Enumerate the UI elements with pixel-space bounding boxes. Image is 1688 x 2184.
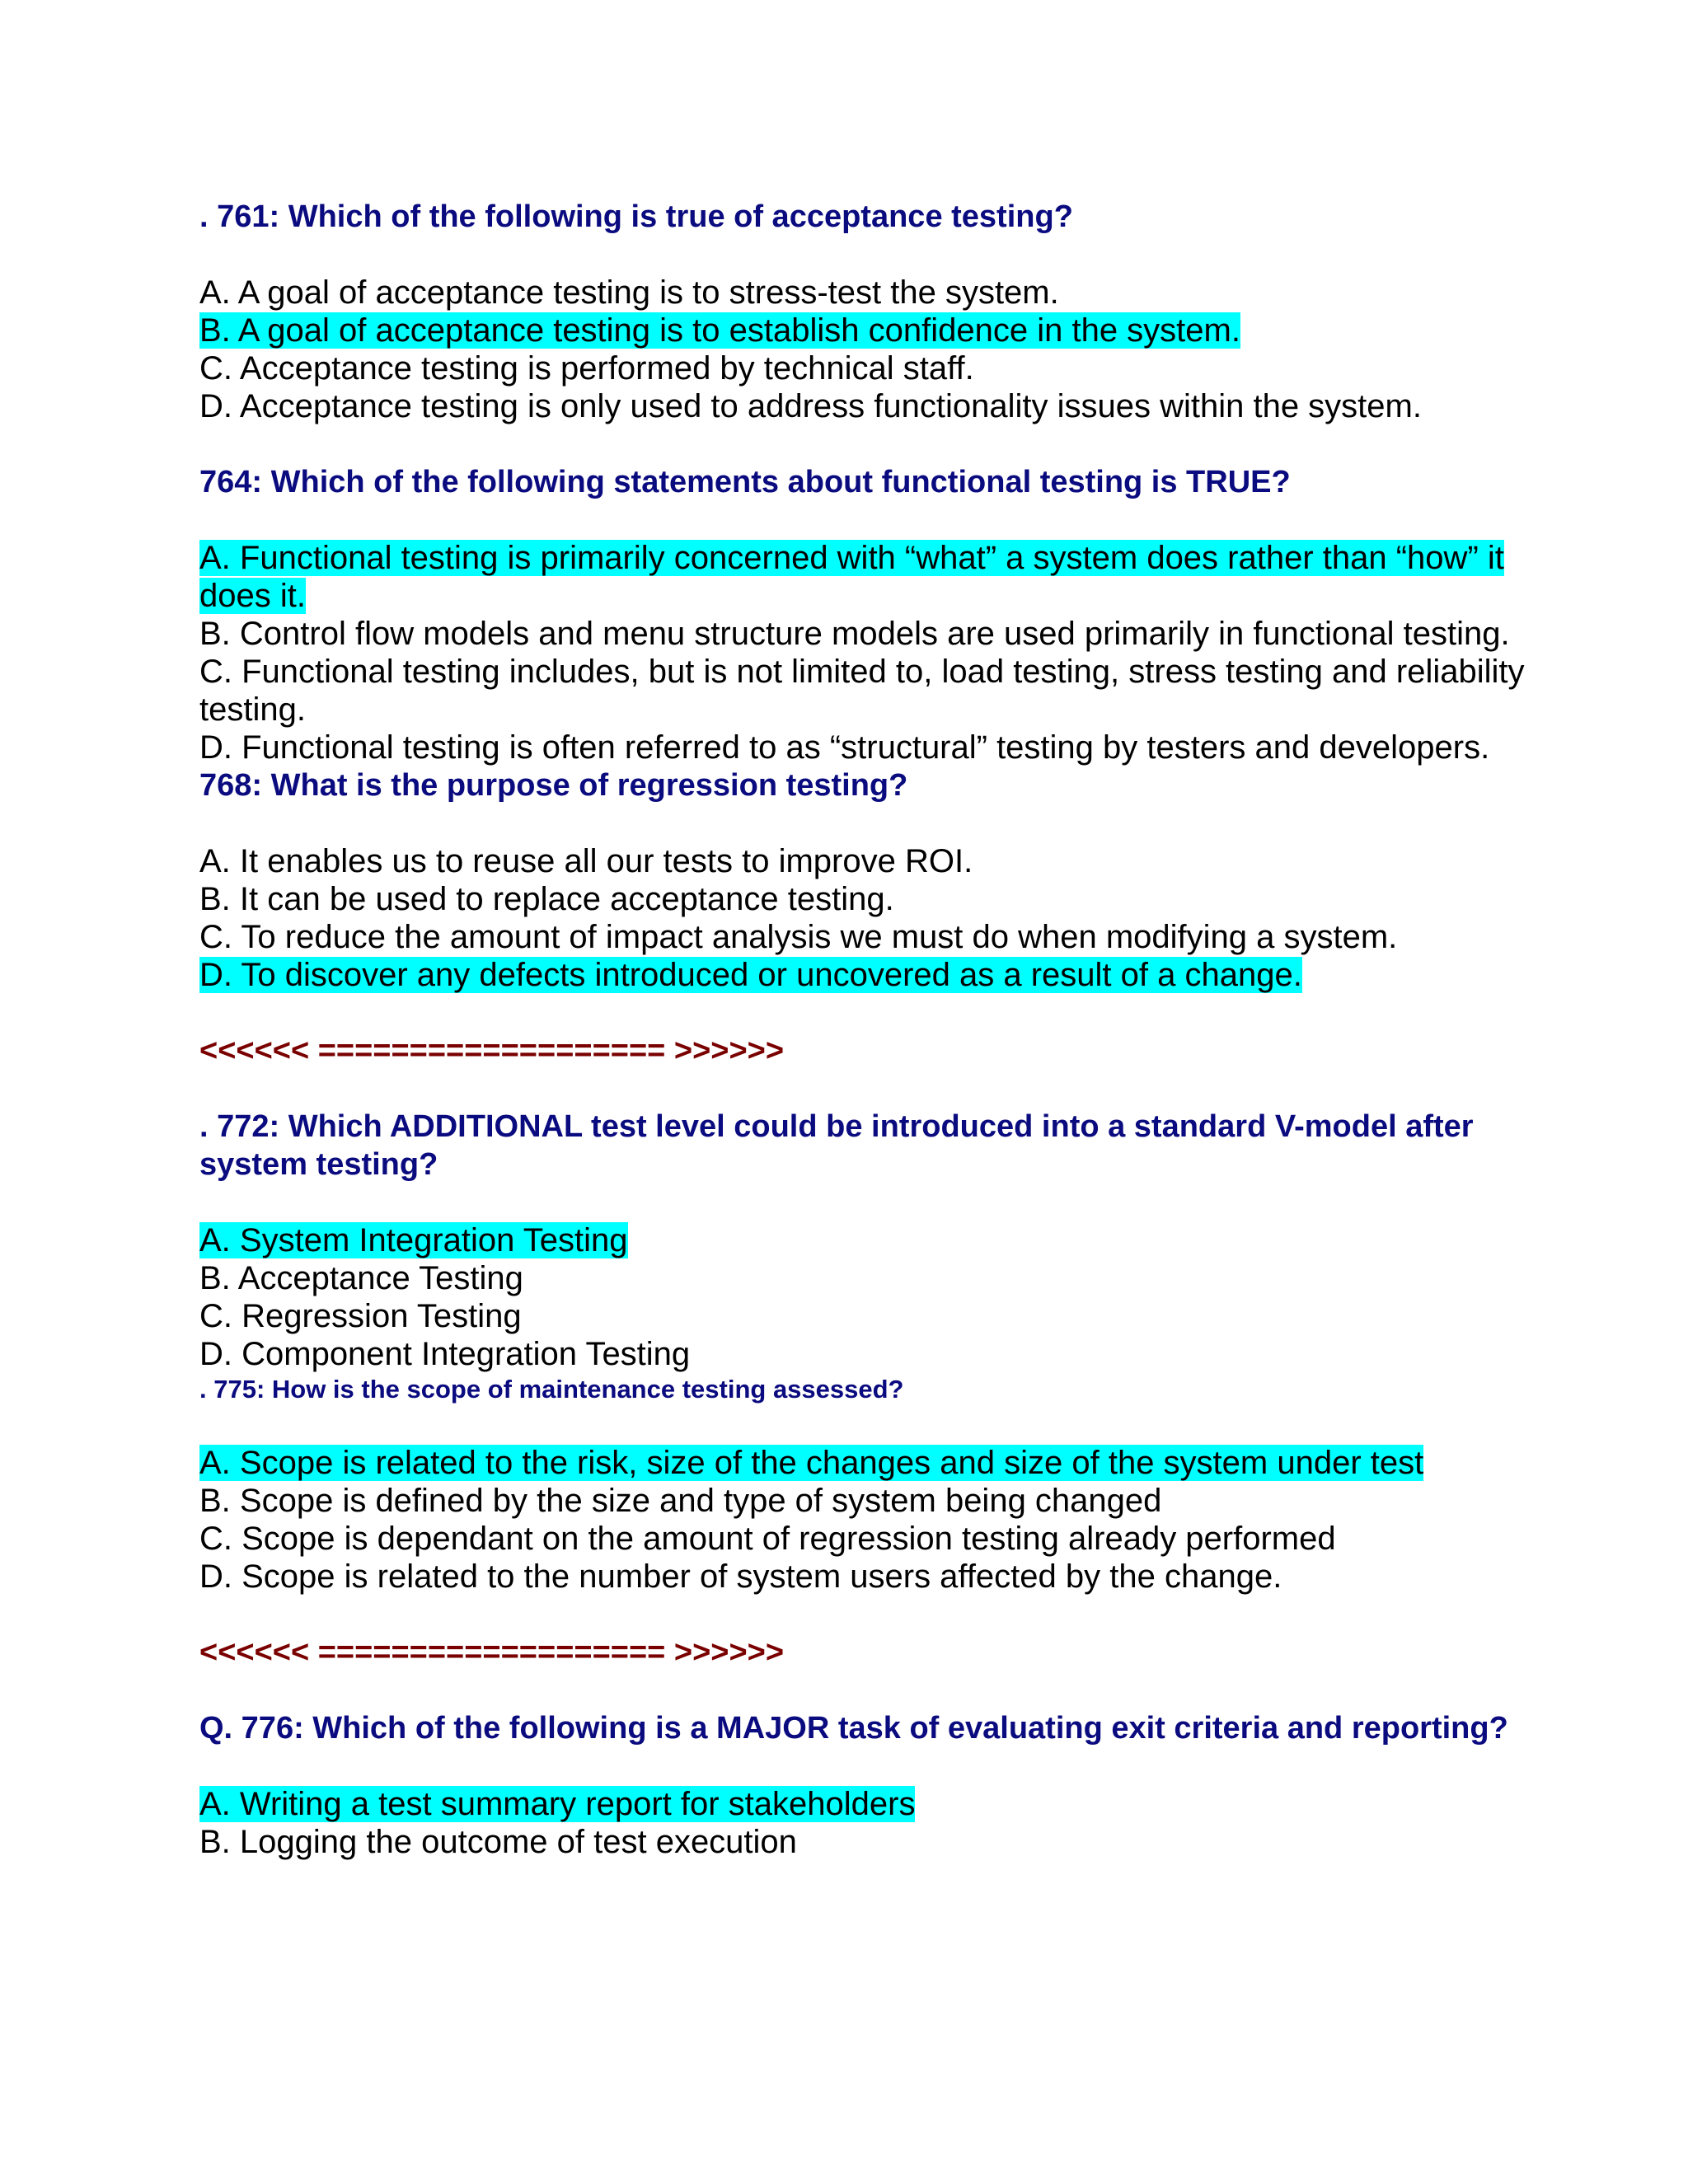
option-item-correct: A. Functional testing is primarily concerned with “what” a system does rather than “how” it does it. [199,540,1504,614]
option-item: A. It enables us to reuse all our tests to improve ROI. [199,843,973,879]
option-item: D. Scope is related to the number of system users affected by the change. [199,1558,1282,1595]
option-item: C. Functional testing includes, but is not limited to, load testing, stress testing and reliability testing. [199,654,1525,728]
question-block [199,1108,1526,1373]
option-item: B. Acceptance Testing [199,1260,523,1296]
option-item-correct: A. System Integration Testing [199,1222,628,1258]
option-item: C. Regression Testing [199,1298,522,1334]
question-block [199,463,1526,766]
option-item-correct: D. To discover any defects introduced or uncovered as a result of a change. [199,957,1302,993]
option-item: D. Functional testing is often referred to as “structural” testing by testers and developers. [199,729,1490,766]
option-item: B. Scope is defined by the size and type of system being changed [199,1483,1162,1519]
question-title: 768: What is the purpose of regression testing? [199,768,908,803]
option-item: B. It can be used to replace acceptance testing. [199,881,894,917]
question-block [199,1709,1526,1861]
option-item: A. A goal of acceptance testing is to stress-test the system. [199,274,1059,311]
option-item: C. Acceptance testing is performed by technical staff. [199,350,974,387]
option-item: C. Scope is dependant on the amount of regression testing already performed [199,1521,1336,1557]
option-item: C. To reduce the amount of impact analysis we must do when modifying a system. [199,919,1398,955]
option-list [199,1785,1526,1861]
question-block [199,198,1526,425]
section-separator: <<<<<< =================== >>>>>> [199,1635,785,1670]
question-title: . 772: Which ADDITIONAL test level could be introduced into a standard V-model after system testing? [199,1109,1474,1182]
question-title: Q. 776: Which of the following is a MAJOR task of evaluating exit criteria and reporting? [199,1711,1508,1746]
option-item: B. Logging the outcome of test execution [199,1824,797,1860]
option-item: B. Control flow models and menu structure models are used primarily in functional testing. [199,616,1510,652]
question-title: 764: Which of the following statements about functional testing is TRUE? [199,465,1291,499]
option-list [199,1444,1526,1596]
option-item: D. Acceptance testing is only used to address functionality issues within the system. [199,388,1422,424]
question-block [199,1373,1526,1596]
option-item-correct: B. A goal of acceptance testing is to establish confidence in the system. [199,312,1240,349]
section-separator: <<<<<< =================== >>>>>> [199,1033,785,1068]
question-block [199,766,1526,994]
option-list [199,274,1526,425]
document-page [199,198,1526,1861]
question-title: . 775: How is the scope of maintenance testing assessed? [199,1375,904,1404]
question-title: . 761: Which of the following is true of acceptance testing? [199,199,1073,234]
option-item-correct: A. Writing a test summary report for stakeholders [199,1786,916,1822]
option-list [199,842,1526,994]
option-list [199,1221,1526,1373]
option-item-correct: A. Scope is related to the risk, size of the changes and size of the system under test [199,1445,1424,1481]
option-item: D. Component Integration Testing [199,1336,691,1372]
option-list [199,539,1526,766]
